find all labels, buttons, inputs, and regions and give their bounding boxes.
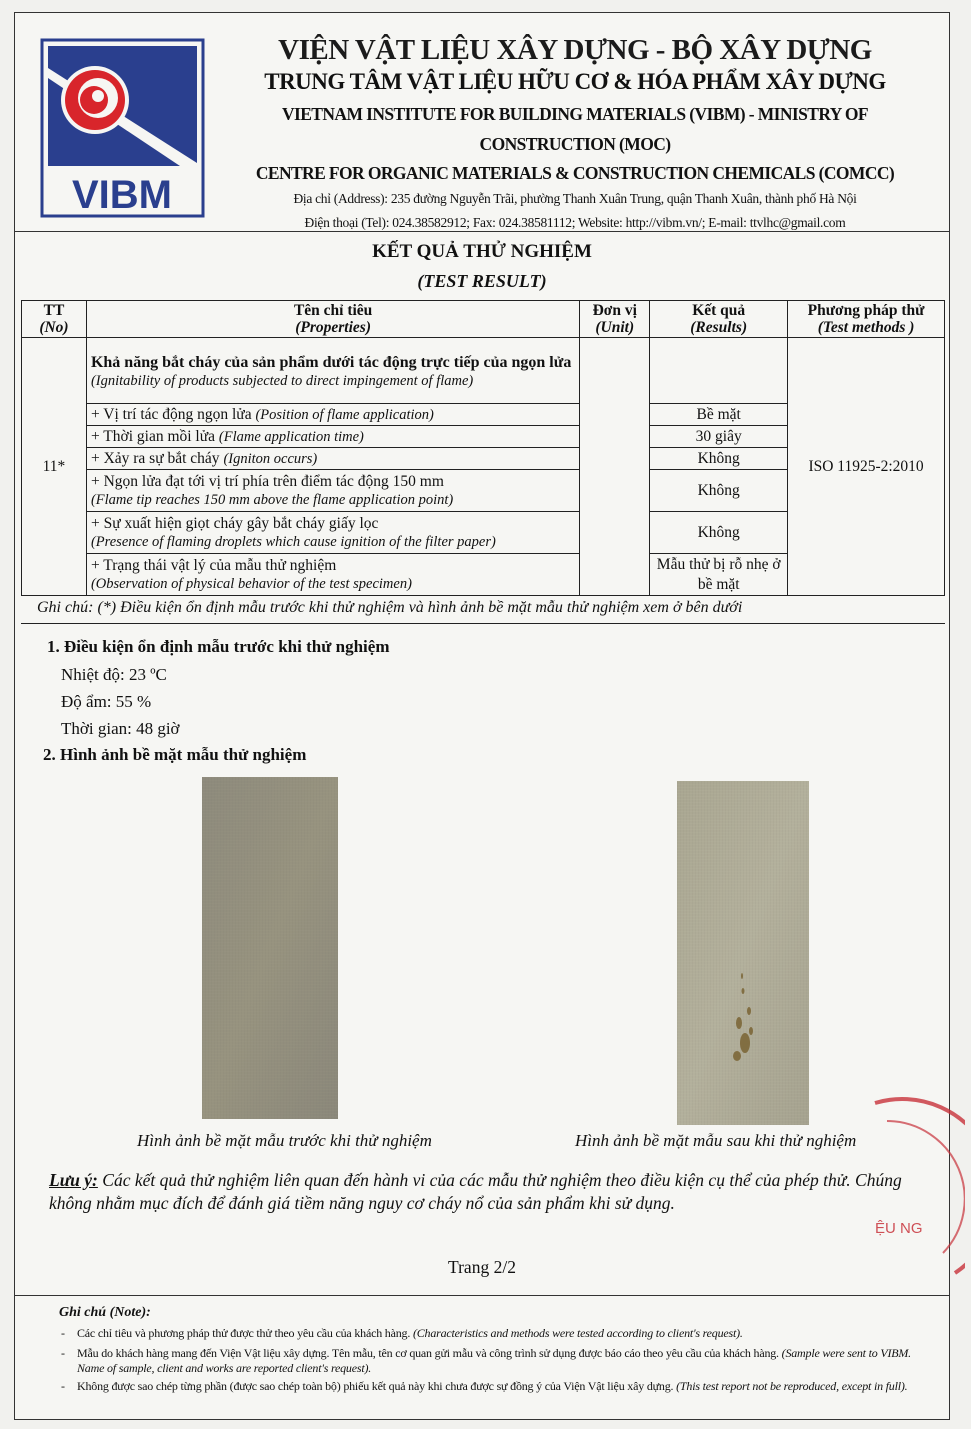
report-title-en: (TEST RESULT)	[417, 271, 547, 291]
address: Địa chỉ (Address): 235 đường Nguyễn Trãi, phường Thanh Xuân Trung, quận Thanh Xuân, thành phố Hà Nội	[293, 191, 857, 206]
letterhead-text	[215, 33, 935, 235]
row-number: 11*	[22, 338, 87, 596]
property-cell: + Vị trí tác động ngọn lửa (Position of flame application)	[86, 404, 579, 426]
caption-before: Hình ảnh bề mặt mẫu trước khi thử nghiệm	[137, 1131, 432, 1150]
conditioning-time: Thời gian: 48 giờ	[61, 719, 180, 738]
footnote-title: Ghi chú (Note):	[59, 1305, 151, 1320]
logo-text: VIBM	[72, 173, 172, 217]
centre-name-vn: TRUNG TÂM VẬT LIỆU HỮU CƠ & HÓA PHẨM XÂY DỰNG	[264, 69, 886, 94]
institute-name-en: VIETNAM INSTITUTE FOR BUILDING MATERIALS (VIBM) - MINISTRY OF CONSTRUCTION (MOC)	[281, 104, 869, 154]
contact-info: Điện thoại (Tel): 024.38582912; Fax: 024.38581112; Website: http://vibm.vn/; E-mail: ttvlhc@gmail.com	[304, 215, 846, 230]
property-cell: + Trạng thái vật lý của mẫu thử nghiệm (Observation of physical behavior of the test specimen)	[86, 554, 579, 596]
group-property: Khả năng bắt cháy của sản phẩm dưới tác động trực tiếp của ngọn lửa (Ignitability of products subjected to direct impingement of flame)	[86, 338, 579, 404]
section-photos-title: 2. Hình ảnh bề mặt mẫu thử nghiệm	[43, 745, 307, 764]
header-methods: Phương pháp thử (Test methods )	[788, 301, 945, 338]
table-note: Ghi chú: (*) Điều kiện ổn định mẫu trước khi thử nghiệm và hình ảnh bề mặt mẫu thử nghiệm xem ở bên dưới	[37, 599, 743, 616]
footnote-item: - Không được sao chép từng phần (được sao chép toàn bộ) phiếu kết quả này khi chưa được sự đồng ý của Viện Vật liệu xây dựng. (This test report not be reproduced, except in full).	[61, 1379, 908, 1393]
result-cell: Không	[650, 448, 788, 470]
result-cell: Không	[650, 470, 788, 512]
property-cell: + Sự xuất hiện giọt cháy gây bắt cháy giấy lọc (Presence of flaming droplets which cause ignition of the filter paper)	[86, 512, 579, 554]
header-divider	[15, 231, 949, 232]
result-cell: Mẫu thử bị rỗ nhẹ ở bề mặt	[650, 554, 788, 596]
document-page	[14, 12, 950, 1420]
official-stamp	[855, 1093, 965, 1293]
header-no: TT (No)	[22, 301, 87, 338]
humidity: Độ ẩm: 55 %	[61, 692, 152, 711]
property-cell: + Xảy ra sự bắt cháy (Igniton occurs)	[86, 448, 579, 470]
header-unit: Đơn vị (Unit)	[580, 301, 650, 338]
vibm-logo	[40, 38, 205, 218]
test-method: ISO 11925-2:2010	[788, 338, 945, 596]
section-conditioning-title: 1. Điều kiện ổn định mẫu trước khi thử nghiệm	[47, 637, 390, 656]
specimen-photo-after	[677, 781, 809, 1125]
footnote-item: - Các chỉ tiêu và phương pháp thử được thử theo yêu cầu của khách hàng. (Characteristics and methods were tested according to client's request).	[61, 1326, 743, 1340]
result-cell: Không	[650, 512, 788, 554]
unit-cell	[580, 338, 650, 596]
caution-note: Lưu ý: Các kết quả thử nghiệm liên quan đến hành vi của các mẫu thử nghiệm theo điều kiện cụ thể của phép thử. Chúng không nhằm mục đích để đánh giá tiềm năng nguy cơ cháy nổ của sản phẩm khi sử dụng.	[49, 1170, 902, 1213]
result-cell: 30 giây	[650, 426, 788, 448]
group-result-cell	[650, 338, 788, 404]
header-properties: Tên chỉ tiêu (Properties)	[86, 301, 579, 338]
centre-name-en: CENTRE FOR ORGANIC MATERIALS & CONSTRUCTION CHEMICALS (COMCC)	[255, 163, 895, 183]
page-number: Trang 2/2	[448, 1257, 516, 1277]
property-cell: + Ngọn lửa đạt tới vị trí phía trên điểm tác động 150 mm (Flame tip reaches 150 mm above the flame application point)	[86, 470, 579, 512]
header-results: Kết quả (Results)	[650, 301, 788, 338]
institute-name-vn: VIỆN VẬT LIỆU XÂY DỰNG - BỘ XÂY DỰNG	[278, 34, 872, 66]
footnote-item: - Mẫu do khách hàng mang đến Viện Vật liệu xây dựng. Tên mẫu, tên cơ quan gửi mẫu và công trình sử dụng được báo cáo theo yêu cầu của khách hàng. (Sample were sent to VIBM. Name of sample, client and works are reported client's request).	[61, 1346, 911, 1375]
table-header-row	[22, 301, 945, 338]
letterhead	[15, 13, 949, 233]
property-cell: + Thời gian mồi lửa (Flame application time)	[86, 426, 579, 448]
temperature: Nhiệt độ: 23 ºC	[61, 665, 167, 684]
caption-after: Hình ảnh bề mặt mẫu sau khi thử nghiệm	[575, 1131, 857, 1150]
footer-divider	[15, 1295, 949, 1296]
specimen-photo-before	[202, 777, 338, 1119]
table-row	[22, 338, 945, 404]
stamp-text: ỆU NG	[875, 1220, 923, 1237]
result-cell: Bề mặt	[650, 404, 788, 426]
note-divider	[21, 623, 945, 624]
report-title-vn: KẾT QUẢ THỬ NGHIỆM	[372, 241, 592, 262]
results-table	[21, 300, 945, 596]
